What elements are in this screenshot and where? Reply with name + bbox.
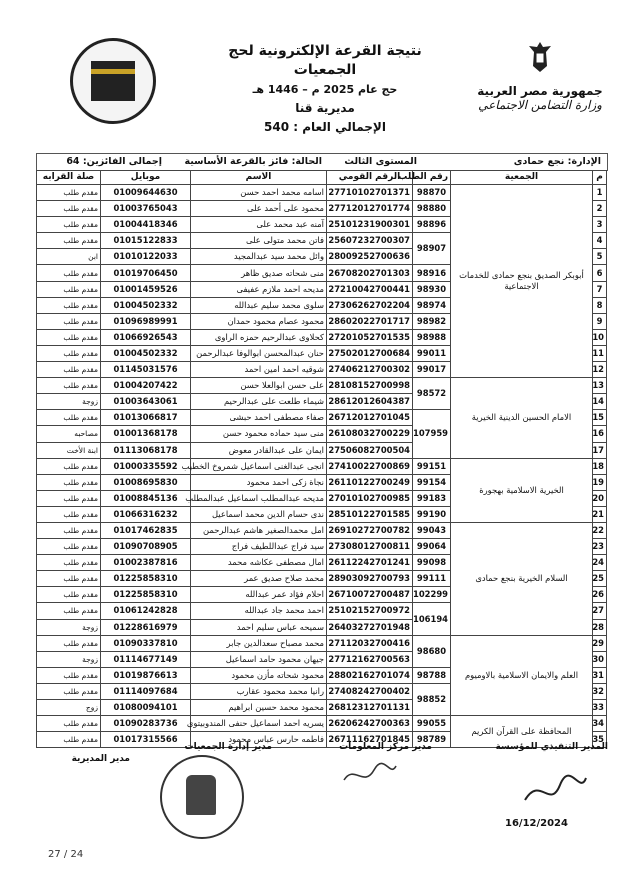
mobile-cell: 01008695830 — [101, 474, 191, 490]
request-number-cell: 99011 — [413, 345, 451, 361]
relation-cell: مقدم طلب — [37, 539, 101, 555]
col-nid: الرقم القومي — [327, 171, 413, 185]
signature-scribble — [520, 770, 590, 810]
name-cell: محمود شحاته مأزن محمود — [191, 667, 327, 683]
relation-cell: مقدم طلب — [37, 490, 101, 506]
mobile-cell: 01004502332 — [101, 345, 191, 361]
request-number-cell: 99111 — [413, 571, 451, 587]
national-id-cell: 27712012701774 — [327, 201, 413, 217]
name-cell: محمود محمد حسين ابراهيم — [191, 700, 327, 716]
national-id-cell: 27408242700402 — [327, 683, 413, 699]
relation-cell: مقدم طلب — [37, 667, 101, 683]
relation-cell: مقدم طلب — [37, 716, 101, 732]
relation-cell: مقدم طلب — [37, 329, 101, 345]
relation-cell: مقدم طلب — [37, 185, 101, 201]
row-index: 25 — [593, 571, 607, 587]
relation-cell: زوج — [37, 700, 101, 716]
relation-cell: زوجة — [37, 619, 101, 635]
organization-cell: السلام الخيرية بنجع حمادى — [451, 522, 593, 635]
national-id-cell: 28802162701074 — [327, 667, 413, 683]
national-id-cell: 26403272701948 — [327, 619, 413, 635]
national-id-cell: 26711162701845 — [327, 732, 413, 748]
signature-row — [0, 742, 640, 762]
name-cell: انجى عبدالغنى اسماعيل شمروخ الخطيب — [191, 458, 327, 474]
row-index: 26 — [593, 587, 607, 603]
name-cell: فاطمه حارس عباس محمود — [191, 732, 327, 748]
request-number-cell: 98988 — [413, 329, 451, 345]
row-index: 11 — [593, 345, 607, 361]
organization-cell: أبوبكر الصديق بنجع حمادى للخدمات الاجتماعية — [451, 185, 593, 378]
mobile-cell: 01019876613 — [101, 667, 191, 683]
relation-cell: زوجة — [37, 651, 101, 667]
relation-cell: مقدم طلب — [37, 732, 101, 748]
request-number-cell: 98870 — [413, 185, 451, 201]
info-director-label: مدير مركز المعلومات — [339, 742, 432, 752]
row-index: 35 — [593, 732, 607, 748]
mobile-cell: 01004207422 — [101, 378, 191, 394]
relation-cell: مقدم طلب — [37, 683, 101, 699]
row-index: 5 — [593, 249, 607, 265]
row-index: 33 — [593, 700, 607, 716]
row-index: 1 — [593, 185, 607, 201]
ministry-label: وزارة التضامن الاجتماعي — [478, 98, 602, 112]
mobile-cell: 01145031576 — [101, 362, 191, 378]
name-cell: رانيا محمد محمود عقارب — [191, 683, 327, 699]
mobile-cell: 01061242828 — [101, 603, 191, 619]
relation-cell: مقدم طلب — [37, 474, 101, 490]
relation-cell: مقدم طلب — [37, 522, 101, 538]
col-idx: م — [593, 171, 607, 185]
mobile-cell: 01004418346 — [101, 217, 191, 233]
relation-cell: مقدم طلب — [37, 313, 101, 329]
row-index: 20 — [593, 490, 607, 506]
row-index: 21 — [593, 506, 607, 522]
name-cell: ايمان على عبدالقادر معوض — [191, 442, 327, 458]
national-id-cell: 25101231900301 — [327, 217, 413, 233]
relation-cell: زوجة — [37, 394, 101, 410]
name-cell: ندى حسام الدين محمد اسماعيل — [191, 506, 327, 522]
mobile-cell: 01090283736 — [101, 716, 191, 732]
name-cell: محمد صلاح صديق عمر — [191, 571, 327, 587]
relation-cell: مقدم طلب — [37, 603, 101, 619]
national-id-cell: 28602022701717 — [327, 313, 413, 329]
winners-label: إجمالى الفائزين: 64 — [66, 156, 162, 167]
national-id-cell: 27210042700441 — [327, 281, 413, 297]
organization-cell: الخيرية الاسلامية بهجورة — [451, 458, 593, 522]
national-id-cell: 25102152700972 — [327, 603, 413, 619]
national-id-cell: 27201052701535 — [327, 329, 413, 345]
request-number-cell: 99190 — [413, 506, 451, 522]
request-number-cell: 99017 — [413, 362, 451, 378]
col-relation: صلة القرابه — [37, 171, 101, 185]
row-index: 12 — [593, 362, 607, 378]
row-index: 34 — [593, 716, 607, 732]
national-id-cell: 28108152700998 — [327, 378, 413, 394]
exec-director-label: المدير التنفيذي للمؤسسة — [495, 742, 608, 752]
page-number: 27 / 24 — [48, 849, 84, 860]
relation-cell: مقدم طلب — [37, 506, 101, 522]
relation-cell: مقدم طلب — [37, 217, 101, 233]
row-index: 13 — [593, 378, 607, 394]
relation-cell: مقدم طلب — [37, 345, 101, 361]
official-stamp-icon — [160, 755, 244, 839]
row-index: 18 — [593, 458, 607, 474]
mobile-cell: 01113068178 — [101, 442, 191, 458]
name-cell: محمود على أحمد على — [191, 201, 327, 217]
table-row — [37, 635, 607, 651]
row-index: 14 — [593, 394, 607, 410]
row-index: 16 — [593, 426, 607, 442]
request-number-cell: 98789 — [413, 732, 451, 748]
relation-cell: مقدم طلب — [37, 555, 101, 571]
row-index: 9 — [593, 313, 607, 329]
request-number-cell: 98982 — [413, 313, 451, 329]
national-id-cell: 25607232700307 — [327, 233, 413, 249]
row-index: 4 — [593, 233, 607, 249]
mobile-cell: 01017462835 — [101, 522, 191, 538]
national-id-cell: 28009252700636 — [327, 249, 413, 265]
national-id-cell: 27112032700416 — [327, 635, 413, 651]
table-header-row — [37, 171, 607, 185]
row-index: 32 — [593, 683, 607, 699]
name-cell: احمد محمد جاد عبدالله — [191, 603, 327, 619]
request-number-cell: 99154 — [413, 474, 451, 490]
eagle-emblem-icon — [525, 40, 555, 74]
name-cell: اسامه محمد احمد حسن — [191, 185, 327, 201]
mobile-cell: 01019706450 — [101, 265, 191, 281]
request-number-cell: 98916 — [413, 265, 451, 281]
row-index: 22 — [593, 522, 607, 538]
row-index: 24 — [593, 555, 607, 571]
document-subtitle: حج عام 2025 م – 1446 هـ — [252, 83, 398, 96]
request-number-cell: 98896 — [413, 217, 451, 233]
national-id-cell: 27306262702204 — [327, 297, 413, 313]
name-cell: سلوى محمد سليم عبدالله — [191, 297, 327, 313]
mobile-cell: 01008845136 — [101, 490, 191, 506]
mobile-cell: 01228616979 — [101, 619, 191, 635]
mobile-cell: 01001459526 — [101, 281, 191, 297]
col-reg: رقم الطلب — [413, 171, 451, 185]
name-cell: امل محمدالصغير هاشم عبدالرحمن — [191, 522, 327, 538]
name-cell: يسريه احمد اسماعيل حنفى المندوبيتوى — [191, 716, 327, 732]
relation-cell: مقدم طلب — [37, 458, 101, 474]
row-index: 8 — [593, 297, 607, 313]
name-cell: كحلاوى عبدالرحيم حمزه الراوى — [191, 329, 327, 345]
row-index: 23 — [593, 539, 607, 555]
row-index: 31 — [593, 667, 607, 683]
request-number-cell: 99183 — [413, 490, 451, 506]
relation-cell: مقدم طلب — [37, 297, 101, 313]
name-cell: منى شحاته صديق ظاهر — [191, 265, 327, 281]
table-row — [37, 378, 607, 394]
row-index: 2 — [593, 201, 607, 217]
national-id-cell: 26110122700249 — [327, 474, 413, 490]
relation-cell: مقدم طلب — [37, 587, 101, 603]
mobile-cell: 01066316232 — [101, 506, 191, 522]
mobile-cell: 01114677149 — [101, 651, 191, 667]
relation-cell: مقدم طلب — [37, 281, 101, 297]
kaaba-logo-icon — [70, 38, 156, 124]
name-cell: مديحه احمد ملازم عفيفى — [191, 281, 327, 297]
national-id-cell: 28612012604387 — [327, 394, 413, 410]
info-bar — [36, 153, 608, 171]
request-number-cell: 99151 — [413, 458, 451, 474]
name-cell: سميحه عباس سليم احمد — [191, 619, 327, 635]
col-org: الجمعية — [451, 171, 593, 185]
organization-cell: العلم والايمان الاسلامية بالاوميوم — [451, 635, 593, 715]
request-number-cell: 99043 — [413, 522, 451, 538]
request-number-cell: 98680 — [413, 635, 451, 667]
mobile-cell: 01000335592 — [101, 458, 191, 474]
request-number-cell: 99098 — [413, 555, 451, 571]
mobile-cell: 01096989991 — [101, 313, 191, 329]
mobile-cell: 01003643061 — [101, 394, 191, 410]
name-cell: مديحه عبدالمطلب اسماعيل عبدالمطلب — [191, 490, 327, 506]
ministry-block — [470, 40, 610, 112]
name-cell: آمنه عبد محمد على — [191, 217, 327, 233]
name-cell: منى سيد حماده محمود حسن — [191, 426, 327, 442]
row-index: 7 — [593, 281, 607, 297]
national-id-cell: 26812312701131 — [327, 700, 413, 716]
national-id-cell: 26910272700782 — [327, 522, 413, 538]
name-cell: جيهان محمود حامد اسماعيل — [191, 651, 327, 667]
relation-cell: مقدم طلب — [37, 410, 101, 426]
level-label: المستوى الثالث — [344, 156, 417, 167]
document-date: 16/12/2024 — [505, 818, 568, 829]
name-cell: حنان عبدالمحسن ابوالوفا عبدالرحمن — [191, 345, 327, 361]
table-row — [37, 522, 607, 538]
request-number-cell: 98974 — [413, 297, 451, 313]
mobile-cell: 01010122033 — [101, 249, 191, 265]
row-index: 30 — [593, 651, 607, 667]
row-index: 28 — [593, 619, 607, 635]
national-id-cell: 27410022700869 — [327, 458, 413, 474]
national-id-cell: 26708202701303 — [327, 265, 413, 281]
row-index: 10 — [593, 329, 607, 345]
relation-cell: مقدم طلب — [37, 378, 101, 394]
col-mobile: موبايل — [101, 171, 191, 185]
national-id-cell: 27710102701371 — [327, 185, 413, 201]
mobile-cell: 01066926543 — [101, 329, 191, 345]
mobile-cell: 01080094101 — [101, 700, 191, 716]
request-number-cell: 98930 — [413, 281, 451, 297]
admin-label: الإدارة: نجع حمادى — [513, 156, 601, 167]
relation-cell: مقدم طلب — [37, 362, 101, 378]
national-id-cell: 26112242701241 — [327, 555, 413, 571]
request-number-cell: 98788 — [413, 667, 451, 683]
mobile-cell: 01015122833 — [101, 233, 191, 249]
row-index: 19 — [593, 474, 607, 490]
request-number-cell: 106194 — [413, 603, 451, 635]
dir-director-label: مدير المديرية — [71, 754, 130, 764]
name-cell: شوقيه احمد امين احمد — [191, 362, 327, 378]
name-cell: محمد مصباح سعدالدين جابر — [191, 635, 327, 651]
name-cell: صفاء مصطفى احمد حبشى — [191, 410, 327, 426]
request-number-cell: 98907 — [413, 233, 451, 265]
national-id-cell: 27502012700684 — [327, 345, 413, 361]
mobile-cell: 01225858310 — [101, 587, 191, 603]
national-id-cell: 27506082700504 — [327, 442, 413, 458]
row-index: 17 — [593, 442, 607, 458]
row-index: 15 — [593, 410, 607, 426]
name-cell: محمود عصام محمود حمدان — [191, 313, 327, 329]
relation-cell: ابن — [37, 249, 101, 265]
country-label: جمهورية مصر العربية — [477, 84, 603, 98]
mobile-cell: 01009644630 — [101, 185, 191, 201]
relation-cell: مصاحبه — [37, 426, 101, 442]
mobile-cell: 01004502332 — [101, 297, 191, 313]
name-cell: شيماء طلعت على عبدالرحيم — [191, 394, 327, 410]
name-cell: وائل محمد سيد عبدالمجيد — [191, 249, 327, 265]
name-cell: على حسن ابوالعلا حسن — [191, 378, 327, 394]
mobile-cell: 01090708905 — [101, 539, 191, 555]
organization-cell: الامام الحسين الدينية الخيرية — [451, 378, 593, 458]
row-index: 29 — [593, 635, 607, 651]
mobile-cell: 01017315566 — [101, 732, 191, 748]
relation-cell: مقدم طلب — [37, 635, 101, 651]
name-cell: احلام فؤاد عمر عبدالله — [191, 587, 327, 603]
relation-cell: مقدم طلب — [37, 265, 101, 281]
row-index: 3 — [593, 217, 607, 233]
mobile-cell: 01090337810 — [101, 635, 191, 651]
table-body — [37, 185, 607, 748]
request-number-cell: 99064 — [413, 539, 451, 555]
table-row — [37, 185, 607, 201]
name-cell: نجاة زكى احمد محمود — [191, 474, 327, 490]
relation-cell: مقدم طلب — [37, 201, 101, 217]
directorate-label: مديرية قنا — [295, 101, 355, 115]
mobile-cell: 01013066817 — [101, 410, 191, 426]
mobile-cell: 01114097684 — [101, 683, 191, 699]
name-cell: امال مصطفى عكاشه محمد — [191, 555, 327, 571]
relation-cell: مقدم طلب — [37, 571, 101, 587]
request-number-cell: 102299 — [413, 587, 451, 603]
row-index: 6 — [593, 265, 607, 281]
national-id-cell: 26712012701045 — [327, 410, 413, 426]
national-id-cell: 27712162700563 — [327, 651, 413, 667]
table-row — [37, 458, 607, 474]
signature-scribble — [340, 760, 400, 790]
row-index: 27 — [593, 603, 607, 619]
name-cell: فاتن محمد متولى على — [191, 233, 327, 249]
mobile-cell: 01001368178 — [101, 426, 191, 442]
request-number-cell: 107959 — [413, 410, 451, 458]
national-id-cell: 27406212700302 — [327, 362, 413, 378]
document-header — [200, 42, 450, 137]
total-label: الإجمالي العام : 540 — [264, 120, 386, 134]
name-cell: سيد فراج عبداللطيف فراج — [191, 539, 327, 555]
mobile-cell: 01002387816 — [101, 555, 191, 571]
national-id-cell: 26206242700363 — [327, 716, 413, 732]
col-name: الاسم — [191, 171, 327, 185]
table-row — [37, 716, 607, 732]
status-label: الحالة: فائز بالقرعة الأساسية — [184, 156, 322, 167]
national-id-cell: 27010102700985 — [327, 490, 413, 506]
relation-cell: ابنة الأخت — [37, 442, 101, 458]
request-number-cell: 98852 — [413, 683, 451, 715]
mobile-cell: 01225858310 — [101, 571, 191, 587]
organization-cell: المحافظة على القرآن الكريم — [451, 716, 593, 748]
request-number-cell: 98880 — [413, 201, 451, 217]
national-id-cell: 28903092700793 — [327, 571, 413, 587]
national-id-cell: 27308012700811 — [327, 539, 413, 555]
national-id-cell: 26710072700487 — [327, 587, 413, 603]
relation-cell: مقدم طلب — [37, 233, 101, 249]
results-table — [36, 170, 607, 748]
mobile-cell: 01003765043 — [101, 201, 191, 217]
national-id-cell: 28510122701585 — [327, 506, 413, 522]
document-title: نتيجة القرعة الإلكترونية لحج الجمعيات — [228, 43, 422, 78]
assoc-director-label: مدير إدارة الجمعيات — [184, 742, 272, 752]
request-number-cell: 99055 — [413, 716, 451, 732]
request-number-cell: 98572 — [413, 378, 451, 410]
national-id-cell: 26108032700229 — [327, 426, 413, 442]
